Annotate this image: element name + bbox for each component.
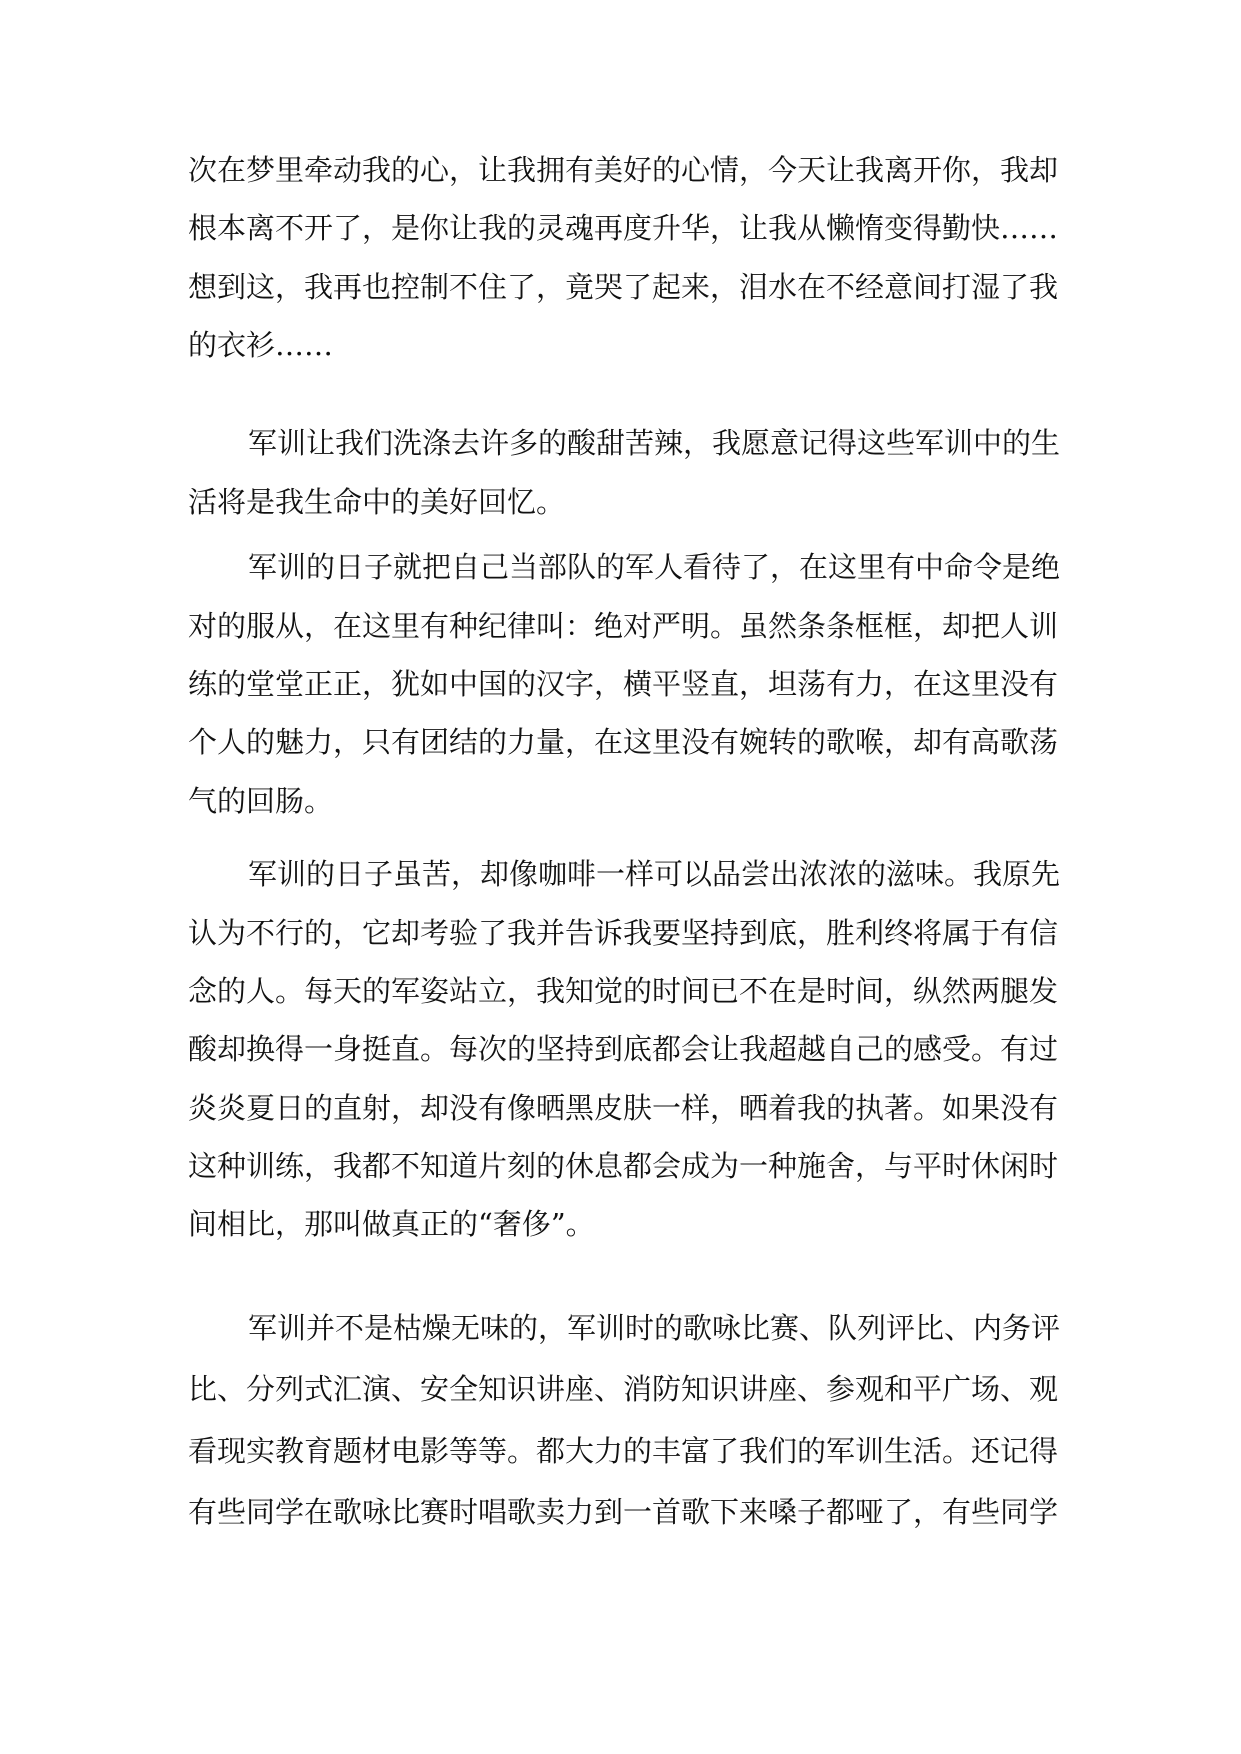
text-line: 念的人。每天的军姿站立，我知觉的时间已不在是时间，纵然两腿发 (188, 974, 1059, 1008)
paragraph-first-line: 军训并不是枯燥无味的，军训时的歌咏比赛、队列评比、内务评 (248, 1311, 1061, 1345)
text-line: 练的堂堂正正，犹如中国的汉字，横平竖直，坦荡有力，在这里没有 (188, 667, 1059, 701)
text-line: 看现实教育题材电影等等。都大力的丰富了我们的军训生活。还记得 (188, 1434, 1059, 1468)
text-line: 认为不行的，它却考验了我并告诉我要坚持到底，胜利终将属于有信 (188, 916, 1059, 950)
paragraph-first-line: 军训的日子虽苦，却像咖啡一样可以品尝出浓浓的滋味。我原先 (248, 857, 1061, 891)
text-line: 次在梦里牵动我的心，让我拥有美好的心情，今天让我离开你，我却 (188, 153, 1059, 187)
text-line: 有些同学在歌咏比赛时唱歌卖力到一首歌下来嗓子都哑了，有些同学 (188, 1495, 1059, 1529)
text-line: 个人的魅力，只有团结的力量，在这里没有婉转的歌喉，却有高歌荡 (188, 725, 1059, 759)
text-line: 这种训练，我都不知道片刻的休息都会成为一种施舍，与平时休闲时 (188, 1149, 1059, 1183)
paragraph-first-line: 军训让我们洗涤去许多的酸甜苦辣，我愿意记得这些军训中的生 (248, 426, 1061, 460)
text-line: 活将是我生命中的美好回忆。 (188, 485, 566, 519)
text-line: 想到这，我再也控制不住了，竟哭了起来，泪水在不经意间打湿了我 (188, 270, 1059, 304)
paragraph-first-line: 军训的日子就把自己当部队的军人看待了，在这里有中命令是绝 (248, 550, 1061, 584)
text-line: 酸却换得一身挺直。每次的坚持到底都会让我超越自己的感受。有过 (188, 1032, 1059, 1066)
text-line: 炎炎夏日的直射，却没有像晒黑皮肤一样，晒着我的执著。如果没有 (188, 1091, 1059, 1125)
text-line: 对的服从，在这里有种纪律叫：绝对严明。虽然条条框框，却把人训 (188, 609, 1059, 643)
text-line: 间相比，那叫做真正的“奢侈”。 (188, 1207, 595, 1241)
text-line: 气的回肠。 (188, 784, 334, 818)
text-line: 的衣衫…… (188, 328, 334, 362)
text-line: 根本离不开了，是你让我的灵魂再度升华，让我从懒惰变得勤快…… (188, 211, 1059, 245)
text-line: 比、分列式汇演、安全知识讲座、消防知识讲座、参观和平广场、观 (188, 1372, 1059, 1406)
